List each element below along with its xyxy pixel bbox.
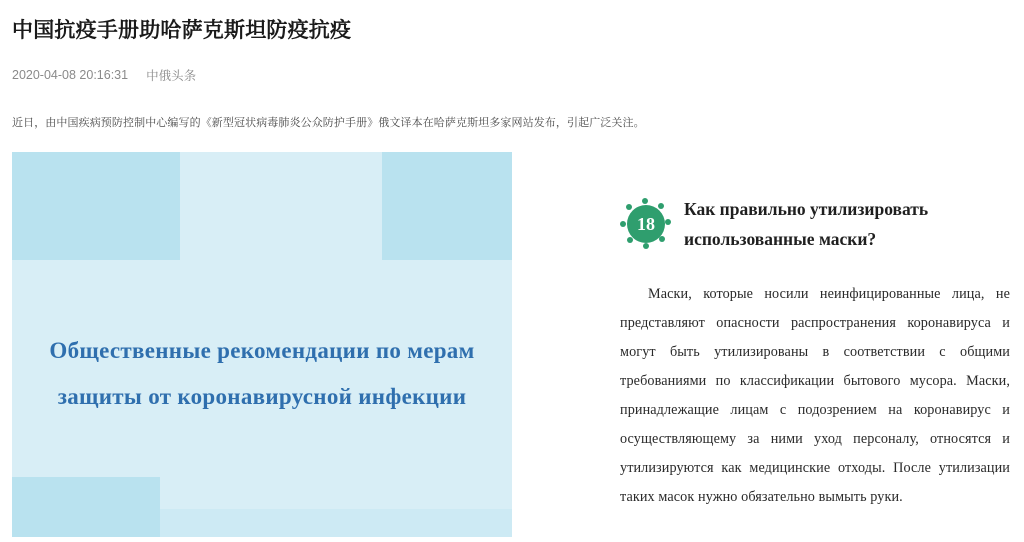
publish-timestamp: 2020-04-08 20:16:31: [12, 68, 129, 82]
page-title: 中国抗疫手册助哈萨克斯坦防疫抗疫: [12, 19, 352, 42]
cover-title-line-2: защиты от коронавирусной инфекции: [57, 384, 467, 409]
article-figure-area: [12, 152, 1012, 542]
article-source[interactable]: 中俄头条: [146, 69, 197, 83]
coronavirus-icon: [620, 198, 672, 250]
article-lead-paragraph: 近日，由中国疾病预防控制中心编写的《新型冠状病毒肺炎公众防护手册》俄文译本在哈萨克斯坦多家网站发布，引起广泛关注。: [12, 117, 645, 129]
cover-title: [12, 328, 512, 420]
cover-band-top-left: [12, 152, 180, 260]
booklet-content-page-image: [563, 152, 1024, 537]
content-page-header: [563, 152, 1024, 254]
article-meta: [12, 66, 1012, 84]
cover-band-top-right: [382, 152, 512, 260]
content-page-heading-line-1: Как правильно утилизировать: [684, 199, 929, 219]
content-page-heading-line-2: использованные маски?: [684, 229, 877, 249]
content-page-body-text: Маски, которые носили неинфицированные лица, не представляют опасности распространения коронавируса и могут быть утилизированы в соответствии с общими требованиями по классификации бытового мусора. Маски, принадлежащие лицам с подозрением на коронавирус и осуществляющему за ними уход персоналу, относятся и утилизируются как медицинские отходы. После утилизации таких масок нужно обязательно вымыть руки.: [620, 286, 1010, 505]
cover-band-bottom-left: [12, 477, 160, 537]
badge-number: 18: [627, 205, 665, 243]
cover-band-bottom-right: [160, 509, 512, 537]
cover-title-line-1: Общественные рекомендации по мерам: [49, 338, 475, 363]
content-page-heading: [684, 194, 928, 254]
booklet-cover-image: [12, 152, 512, 537]
